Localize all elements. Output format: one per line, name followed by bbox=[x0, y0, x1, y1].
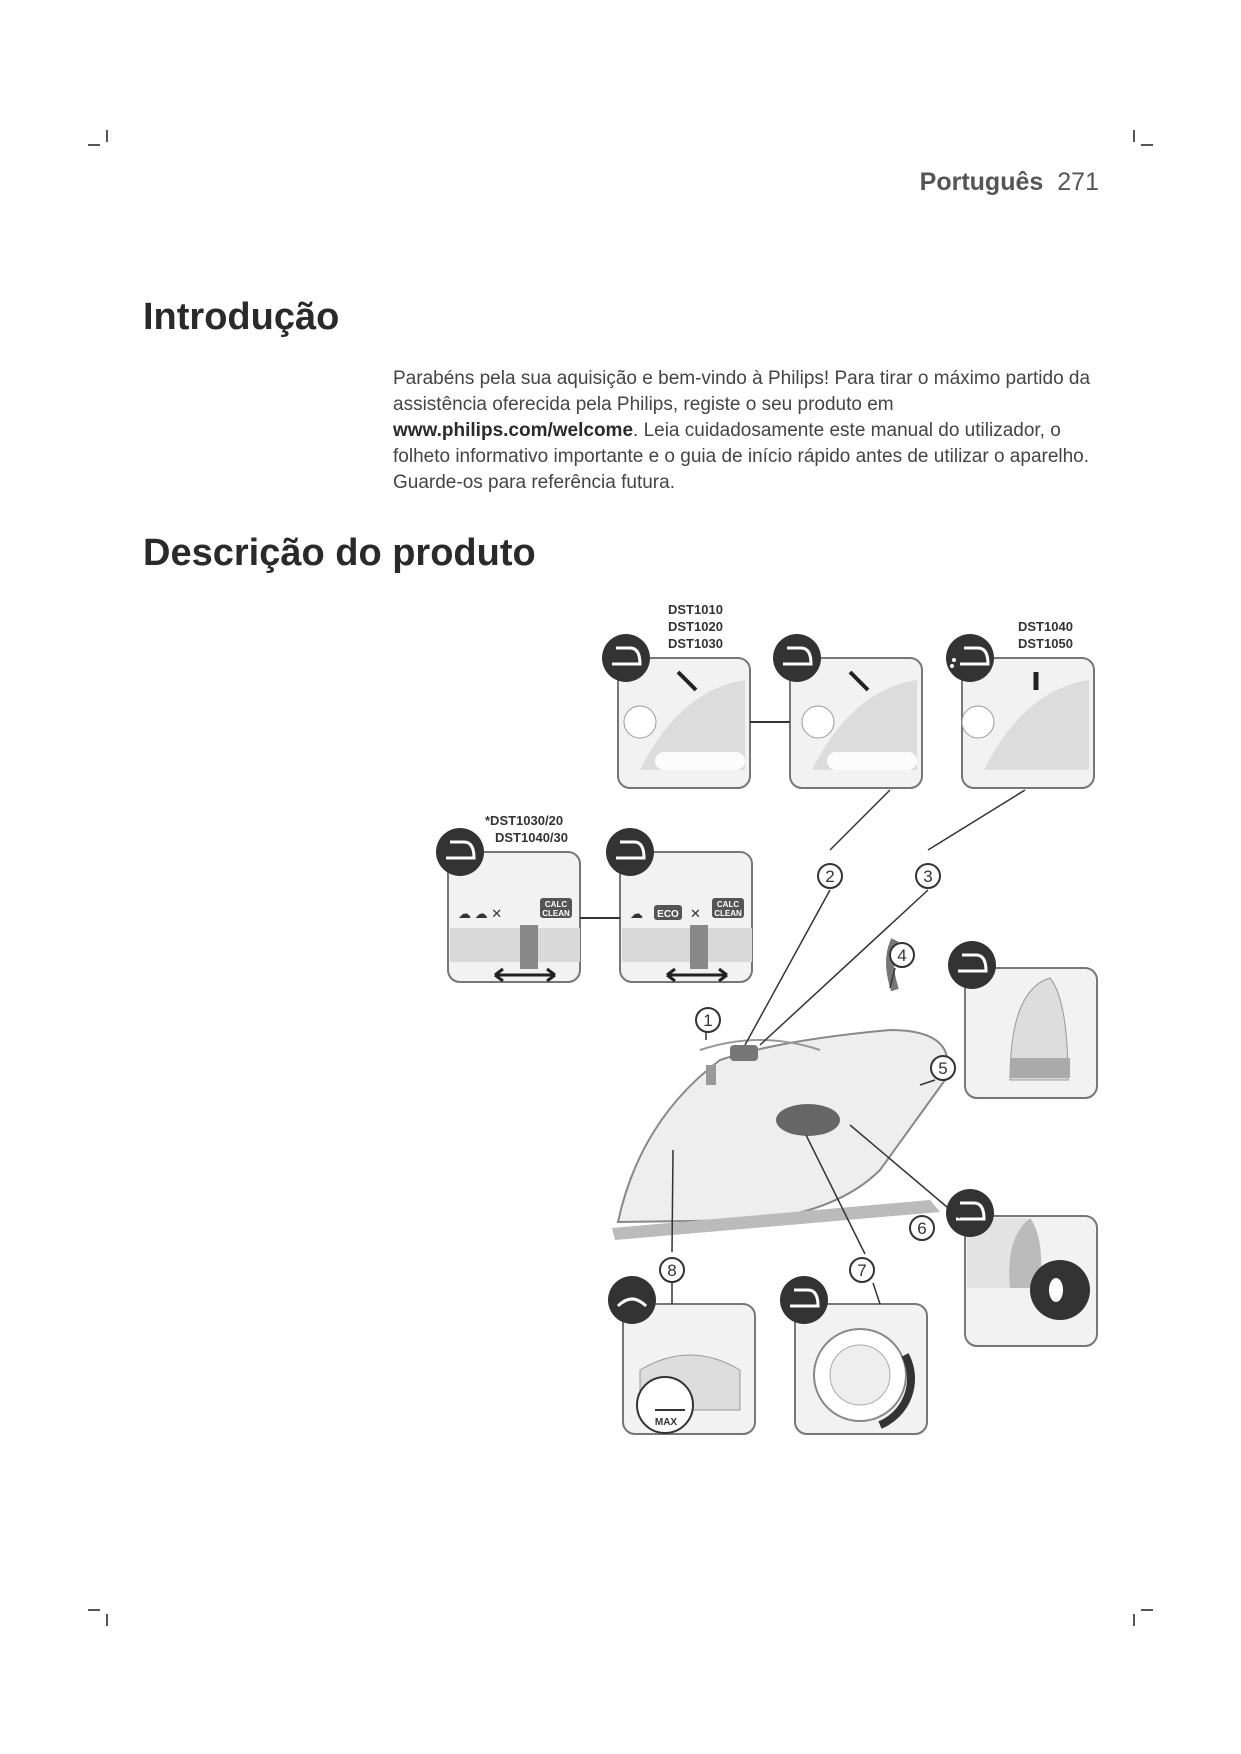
max-label: MAX bbox=[654, 1417, 678, 1428]
svg-text:☁ ☁ ✕: ☁ ☁ ✕ bbox=[458, 906, 503, 921]
clean-label: CLEAN bbox=[542, 909, 570, 918]
callout-2 bbox=[818, 864, 842, 888]
callout-3 bbox=[916, 864, 940, 888]
filling-panel bbox=[623, 1304, 755, 1434]
model-label: DST1010 bbox=[668, 602, 723, 617]
soleplate-icon bbox=[948, 941, 996, 989]
water-tank-panel bbox=[965, 1216, 1097, 1346]
svg-text:4: 4 bbox=[897, 946, 907, 965]
steam-icon bbox=[436, 828, 484, 876]
temperature-icon bbox=[780, 1276, 828, 1324]
model-label: DST1030 bbox=[668, 636, 723, 651]
model-label: DST1020 bbox=[668, 619, 723, 634]
svg-text:✕: ✕ bbox=[690, 906, 701, 921]
model-label: DST1040/30 bbox=[495, 830, 568, 845]
spray-icon bbox=[946, 634, 994, 682]
svg-text:8: 8 bbox=[667, 1261, 677, 1280]
svg-text:5: 5 bbox=[938, 1059, 948, 1078]
intro-title: Introdução bbox=[143, 296, 340, 338]
svg-text:7: 7 bbox=[857, 1261, 867, 1280]
model-label: *DST1030/20 bbox=[485, 813, 564, 828]
temperature-dial-panel bbox=[795, 1304, 927, 1434]
model-label: DST1050 bbox=[1018, 636, 1073, 651]
eco-label: ECO bbox=[657, 909, 679, 920]
callout-8 bbox=[660, 1258, 684, 1282]
svg-text:2: 2 bbox=[825, 867, 835, 886]
svg-text:☁: ☁ bbox=[630, 906, 643, 921]
intro-text-2: . Leia cuidadosamente este manual do utilizador, o folheto informativo importante e o guia de início rápido antes de utilizar o aparelho. Guarde-os para referência futura. bbox=[393, 420, 1090, 493]
soleplate-panel bbox=[965, 968, 1097, 1098]
header-language: Português bbox=[919, 168, 1044, 196]
steam-boost-icon bbox=[773, 634, 821, 682]
steam-icon bbox=[606, 828, 654, 876]
svg-text:6: 6 bbox=[917, 1219, 927, 1238]
callout-6 bbox=[910, 1216, 934, 1240]
callout-1 bbox=[696, 1008, 720, 1032]
callout-5 bbox=[931, 1056, 955, 1080]
svg-text:1: 1 bbox=[703, 1011, 713, 1030]
steam-boost-icon bbox=[602, 634, 650, 682]
model-label: DST1040 bbox=[1018, 619, 1073, 634]
callout-7 bbox=[850, 1258, 874, 1282]
svg-text:3: 3 bbox=[923, 867, 933, 886]
calc-label: CALC bbox=[716, 900, 740, 909]
welcome-link[interactable]: www.philips.com/welcome bbox=[393, 420, 634, 441]
steam-iron-illustration bbox=[612, 940, 948, 1240]
callout-4 bbox=[890, 943, 914, 967]
intro-text-1: Parabéns pela sua aquisição e bem-vindo à Philips! Para tirar o máximo partido da assistência oferecida pela Philips, registe o seu produto em bbox=[393, 368, 1091, 415]
description-title: Descrição do produto bbox=[143, 532, 536, 574]
clean-label: CLEAN bbox=[714, 909, 742, 918]
calc-label: CALC bbox=[544, 900, 568, 909]
page-number: 271 bbox=[1057, 168, 1099, 196]
water-filling-icon bbox=[608, 1276, 656, 1324]
